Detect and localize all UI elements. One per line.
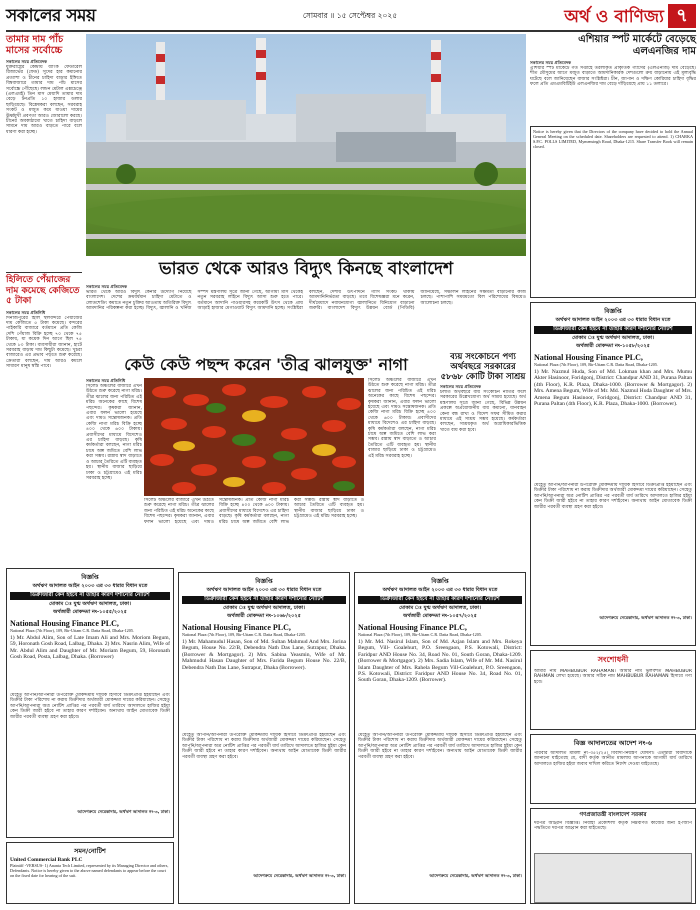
tax-body: চলতি অর্থবছরে ব্যয় সংকোচন নীতির ফলে সরকারের উল্লেখযোগ্য অর্থ সাশ্রয় হয়েছে। অর্থ মন্ত্রণালয় সূত্রে জানা গেছে, বিভিন্ন উন্নয়ন প্রকল্পে অপ্রয়োজনীয় ব্যয় কমানো, যানবাহন কেনা বন্ধ রাখা ও বিদেশ সফর সীমিত করার মাধ্যমে এই সাশ্রয় সম্ভব হয়েছে। কর্মকর্তারা বলছেন, সাশ্রয়কৃত অর্থ অগ্রাধিকারভিত্তিক খাতে ব্যয় করা হবে। [440,390,526,433]
left-divider [6,272,82,273]
mid2-notice-lender: National Housing Finance PLC, [358,623,467,632]
left-notice-decree: ডিক্রীজারী কেন হইবে না তাহার কারণ দর্শানোর নোটিশ [10,592,170,600]
left-notice-signature: আদেশক্রমে সেরেস্তাদার, অর্থঋণ আদালত নং-৩, ঢাকা। [77,809,170,814]
chili-body-cont: সিলেট অঞ্চলের বাজারে এখন উঠতে শুরু করেছে নাগা মরিচ। তীব্র ঝালের জন্য পরিচিত এই মরিচ অনেকের কাছে বিশেষ পছন্দের। কৃষকরা জানান, এবার ফলন ভালো হয়েছে এবং দামও সন্তোষজনক। প্রতি কেজি নাগা মরিচ বিক্রি হচ্ছে ৪০০ থেকে ৬০০ টাকায়। প্রবাসীদের মাধ্যমে বিদেশেও এর চাহিদা বাড়ছে। কৃষি কর্মকর্তারা বলছেন, নাগা মরিচ চাষে অল্প জমিতে বেশি লাভ করা সম্ভব। রান্নায় স্বাদ বাড়াতে ও আচার তৈরিতে এটি ব্যবহৃত হয়। স্থানীয় বাজার ছাড়িয়ে ঢাকা ও চট্টগ্রামেও এই মরিচ সরবরাহ হচ্ছে। [144,498,364,525]
right-notice-signature: আদেশক্রমে সেরেস্তাদার, অর্থঋণ আদালত নং-৩, ঢাকা। [599,615,692,620]
header-rule [6,30,696,32]
left-notice-label: বিজ্ঞপ্তি [81,574,99,581]
mid-notice-court: মোকাম ঃ যুগ্ম অর্থঋণ আদালত, ঢাকা। [223,605,305,611]
shamon-heading: সমন/নোটিশ [74,847,106,855]
main-headline: ভারত থেকে আরও বিদ্যুৎ কিনছে বাংলাদেশ [158,259,454,279]
right-notice-lender: National Housing Finance PLC, [534,353,643,362]
right-top-headline: এশিয়ার স্পট মার্কেটে বেড়েছে এলএনজির দাম [578,34,696,57]
chili-body: সিলেট অঞ্চলের বাজারে এখন উঠতে শুরু করেছে নাগা মরিচ। তীব্র ঝালের জন্য পরিচিত এই মরিচ অনেকের কাছে বিশেষ পছন্দের। কৃষকরা জানান, এবার ফলন ভালো হয়েছে এবং দামও সন্তোষজনক। প্রতি কেজি নাগা মরিচ বিক্রি হচ্ছে ৪০০ থেকে ৬০০ টাকায়। প্রবাসীদের মাধ্যমে বিদেশেও এর চাহিদা বাড়ছে। কৃষি কর্মকর্তারা বলছেন, নাগা মরিচ চাষে অল্প জমিতে বেশি লাভ করা সম্ভব। রান্নায় স্বাদ বাড়াতে ও আচার তৈরিতে এটি ব্যবহৃত হয়। স্থানীয় বাজার ছাড়িয়ে ঢাকা ও চট্টগ্রামেও এই মরিচ সরবরাহ হচ্ছে। [86,384,142,481]
chili-headline: কেউ কেউ পছন্দ করেন 'তীব্র ঝালযুক্ত' নাগা [124,355,408,374]
page-number: ৭ [668,4,696,28]
mid2-notice-decree: ডিক্রীজারী কেন হইবে না তাহার কারণ দর্শানোর নোটিশ [358,596,522,604]
left-mid-body: দিনাজপুরের হিলি স্থলবন্দরে পেঁয়াজের দাম কেজিতে ৫ টাকা কমেছে। বন্দরের পাইকারি বাজারে বর্তমানে প্রতি কেজি দেশি পেঁয়াজ বিক্রি হচ্ছে ৭০ থেকে ৭৫ টাকায়, যা কয়েক দিন আগে ছিল ৭৫ থেকে ৮০ টাকা। ব্যবসায়ীরা জানান, হাটে সরবরাহ বাড়ায় দাম কিছুটা কমেছে। খুচরা বাজারেও এর প্রভাব পড়তে শুরু করেছে। ক্রেতারা বলছেন, দাম আরও কমলে সাধারণ মানুষ স্বস্তি পাবে। [6,315,82,370]
tax-headline: ব্যয় সংকোচনে পণ্য অর্থবছরে সরকারের ৫৮৬৮ কোটি টাকা সাশ্রয় [440,352,526,382]
section-title: অর্থ ও বাণিজ্য [564,7,664,27]
masthead-name: সকালের সময় [6,6,96,26]
court-order-heading: বিজ্ঞ আদালতের আদেশ নং-৬ [573,739,653,747]
shamon-body: Plaintiff -VERSUS- 1) Ananta Tech Limited, represented by its Managing Director and others, Defendants. Notice is hereby given to the above named defendants to appear before the court on the fixed date for hearing of the suit. [10,863,169,878]
right-top-byline: সকালের সময় প্রতিবেদক [530,60,572,65]
mid-notice-artharin: অর্থঋণ আদালত আইন ২০০৩ এর ৩৩ ধারার বিধান মতে [206,587,322,593]
court-order-notice [530,734,696,804]
right-notice-label: বিজ্ঞপ্তি [604,308,622,315]
mid2-notice-label: বিজ্ঞপ্তি [431,578,449,585]
mid-notice-lender: National Housing Finance PLC, [182,623,291,632]
tender-notice [530,808,696,904]
company-notice-box [530,126,696,298]
shamon-lender: United Commercial Bank PLC [10,857,83,863]
mid2-notice-court: মোকাম ঃ যুগ্ম অর্থঋণ আদালত, ঢাকা। [399,605,481,611]
main-byline: সকালের সময় প্রতিবেদক [86,284,128,289]
power-plant-illustration [86,34,526,256]
left-decree-notice [6,568,174,838]
mid-notice-body: যেহেতু আপনি/আপনারা উপরোক্ত মোকদ্দমায় দায়িক হিসাবে ডিক্রীপ্রাপ্ত হইয়াছেন এবং ডিক্রীর টাকা পরিশোধ না করায় ডিক্রীদার অর্থজারী মোকদ্দমা দায়ের করিয়াছেন। সেহেতু আপনি/আপনারা অত্র নোটিশ প্রাপ্তির পর পরবর্তী ধার্য তারিখে আদালতে হাজির হইয়া কেন ডিক্রী জারী হইবে না তাহার কারণ দর্শাইবেন। অন্যথায় আইন মোতাবেক ডিক্রী জারীর পরবর্তী ব্যবস্থা গ্রহণ করা হইবে। [182,733,346,760]
left-top-headline: তামার দাম পাঁচ মাসের সর্বোচ্চে [6,34,64,56]
mid2-decree-notice [354,572,526,904]
correction-heading: সংশোধনী [597,655,629,664]
mid-decree-notice [178,572,350,904]
mid2-notice-signature: আদেশক্রমে সেরেস্তাদার, অর্থঋণ আদালত নং-৩, ঢাকা। [429,873,522,878]
mid-notice-decree: ডিক্রীজারী কেন হইবে না তাহার কারণ দর্শানোর নোটিশ [182,596,346,604]
tender-heading: গণপ্রজাতন্ত্রী বাংলাদেশ সরকার [579,812,647,818]
right-top-story [530,34,696,106]
mid2-notice-lender-address: National Plaza (7th Floor), 109, Bir-Uttam C.R. Datta Road, Dhaka-1205. [358,632,483,637]
right-decree-notice [530,302,696,646]
right-notice-court: মোকাম ঃ যুগ্ম অর্থঋণ আদালত, ঢাকা। [572,335,654,341]
chili-illustration [144,378,364,496]
tax-story [440,352,526,562]
mid2-notice-artharin: অর্থঋণ আদালত আইন ২০০৩ এর ৩৩ ধারার বিধান মতে [382,587,498,593]
right-notice-artharin: অর্থঋণ আদালত আইন ২০০৩ এর ৩৩ ধারার বিধান মতে [555,317,671,323]
tender-body: দরপত্র আহ্বান বিজ্ঞপ্তি। নির্বাহী প্রকৌশলী কর্তৃক নিম্নবর্ণিত কাজের জন্য ই-জিপি পদ্ধতিতে দরপত্র আহ্বান করা যাইতেছে। [534,821,692,832]
chili-body-side: সিলেট অঞ্চলের বাজারে এখন উঠতে শুরু করেছে নাগা মরিচ। তীব্র ঝালের জন্য পরিচিত এই মরিচ অনেকের কাছে বিশেষ পছন্দের। কৃষকরা জানান, এবার ফলন ভালো হয়েছে এবং দামও সন্তোষজনক। প্রতি কেজি নাগা মরিচ বিক্রি হচ্ছে ৪০০ থেকে ৬০০ টাকায়। প্রবাসীদের মাধ্যমে বিদেশেও এর চাহিদা বাড়ছে। কৃষি কর্মকর্তারা বলছেন, নাগা মরিচ চাষে অল্প জমিতে বেশি লাভ করা সম্ভব। রান্নায় স্বাদ বাড়াতে ও আচার তৈরিতে এটি ব্যবহৃত হয়। স্থানীয় বাজার ছাড়িয়ে ঢাকা ও চট্টগ্রামেও এই মরিচ সরবরাহ হচ্ছে। [368,378,436,459]
mid-notice-signature: আদেশক্রমে সেরেস্তাদার, অর্থঋণ আদালত নং-৩, ঢাকা। [253,873,346,878]
correction-notice [530,650,696,730]
right-notice-lender-address: National Plaza (7th Floor), 109, Bir-Uttam C.R. Datta Road, Dhaka-1205. [534,362,659,367]
left-notice-defendants: 1) Mr. Abdul Alim, Son of Late Imam Ali and Mrs. Moriom Begum, 59, Horonath Gosh Road, Lalbag, Dhaka. 2) Mrs. Nasrin Alim, Wife of Mr. Abdul Alim and Daughter of Mr. Moriam Begum, 59, Horonath Gosh Road, Posta, Lalbag, Dhaka. (Borrower) [10,635,170,661]
left-notice-body: যেহেতু আপনি/আপনারা উপরোক্ত মোকদ্দমায় দায়িক হিসাবে ডিক্রীপ্রাপ্ত হইয়াছেন এবং ডিক্রীর টাকা পরিশোধ না করায় ডিক্রীদার অর্থজারী মোকদ্দমা দায়ের করিয়াছেন। সেহেতু আপনি/আপনারা অত্র নোটিশ প্রাপ্তির পর পরবর্তী ধার্য তারিখে আদালতে হাজির হইয়া কেন ডিক্রী জারী হইবে না তাহার কারণ দর্শাইবেন। অন্যথায় আইন মোতাবেক ডিক্রী জারীর পরবর্তী ব্যবস্থা গ্রহণ করা হইবে। [10,693,170,720]
date-line: সোমবার ॥ ১৫ সেপ্টেম্বর ২০২৫ [302,11,398,20]
power-plant-photo [86,34,526,256]
left-top-body: যুক্তরাষ্ট্রের কেন্দ্রীয় ব্যাংক ফেডারেল রিজার্ভের (ফেড) সুদের হার কমানোর প্রত্যাশা ও চীনের চাহিদা বাড়ার ইঙ্গিতে বিশ্ববাজারে তামার দাম পাঁচ মাসের সর্বোচ্চে পৌঁছেছে। লন্ডন মেটাল এক্সচেঞ্জে (এলএমই) তিন মাস মেয়াদি তামার দাম বেড়ে টনপ্রতি ১০ হাজার ডলার ছাড়িয়েছে। বিশ্লেষকরা বলছেন, সরবরাহ সংকট ও মজুত কমে যাওয়া দামের ঊর্ধ্বমুখী প্রবণতা আরও জোরালো করছে। চীনের অবকাঠামো খাতে চাহিদা বাড়লে সামনে দাম আরও বাড়তে পারে বলে ধারণা করা হচ্ছে। [6,65,82,135]
tax-byline: সকালের সময় প্রতিবেদক [440,384,482,389]
mid2-notice-body: যেহেতু আপনি/আপনারা উপরোক্ত মোকদ্দমায় দায়িক হিসাবে ডিক্রীপ্রাপ্ত হইয়াছেন এবং ডিক্রীর টাকা পরিশোধ না করায় ডিক্রীদার অর্থজারী মোকদ্দমা দায়ের করিয়াছেন। সেহেতু আপনি/আপনারা অত্র নোটিশ প্রাপ্তির পর পরবর্তী ধার্য তারিখে আদালতে হাজির হইয়া কেন ডিক্রী জারী হইবে না তাহার কারণ দর্শাইবেন। অন্যথায় আইন মোতাবেক ডিক্রী জারীর পরবর্তী ব্যবস্থা গ্রহণ করা হইবে। [358,733,522,760]
mid2-notice-defendants: 1) Mr. Md. Nasirul Islam, Son of Md. Azjan Islam and Mrs. Rokeya Begum, Vill- Goalehurt, P.O. Sreengaon, P.S. Kotowali, District: Faridpur AND House No. 34, Road No. 01, South Goran, Dhaka-1209. (Borrower & Mortgagor). 2) Mrs. Sadia Islam, Wife of Mr. Md. Nasirul Islam Daughter of Mrs. Rahela Begum Vill-Goalehurt, P.O. Sreengaon, P.S. Kotowali, District: Faridpur AND House No. 34, Road No. 01, South Goran, Dhaka-1209. (Borrower). [358,639,522,684]
main-body: ভারত থেকে আরও বিদ্যুৎ কেনার উদ্যোগ নিয়েছে বাংলাদেশ। দেশের ক্রমবর্ধমান চাহিদা মেটাতে ও লোডশেডিং কমাতে নতুন চুক্তির আওতায় অতিরিক্ত বিদ্যুৎ আমদানির পরিকল্পনা করা হচ্ছে। বিদ্যুৎ, জ্বালানি ও খনিজ সম্পদ মন্ত্রণালয় সূত্রে জানা গেছে, আগামী মাস থেকেই নতুন সরবরাহ লাইনে বিদ্যুৎ আসা শুরু হতে পারে। বর্তমানে আদানি পাওয়ারসহ কয়েকটি উৎস থেকে প্রায় আড়াই হাজার মেগাওয়াট বিদ্যুৎ আমদানি হচ্ছে। সংশ্লিষ্টরা বলছেন, দেশীয় উৎপাদনে গ্যাস সংকট থাকায় আমদানিনির্ভরতা বাড়ছে। তবে বিশেষজ্ঞরা মনে করেন, দীর্ঘমেয়াদে নবায়নযোগ্য জ্বালানিতে বিনিয়োগ বাড়ানো জরুরি। বাংলাদেশ বিদ্যুৎ উন্নয়ন বোর্ড (পিডিবি) জানিয়েছে, সঞ্চালন লাইনের সক্ষমতা বাড়ানোর কাজ চলছে। পাশাপাশি সময়মতো বিল পরিশোধের বিষয়েও আলোচনা চলছে। [86,290,526,312]
left-top-story [6,34,82,277]
chili-byline: সকালের সময় প্রতিনিধি [86,378,126,383]
right-top-body: এশিয়ার স্পট মার্কেটে গত সপ্তাহে তরলীকৃত প্রাকৃতিক গ্যাসের (এলএনজি) দাম বেড়েছে। শীত মৌসুমের আগে মজুত বাড়াতে আমদানিকারক দেশগুলো ক্রয় বাড়ানোয় এই মূল্যবৃদ্ধি ঘটেছে বলে জানিয়েছেন বাজার সংশ্লিষ্টরা। চীন, জাপান ও দক্ষিণ কোরিয়ার চাহিদা বৃদ্ধির ফলে প্রতি এমএমবিটিইউ এলএনজির দাম বেড়ে দাঁড়িয়েছে প্রায় ১১ ডলারে। [530,66,696,88]
tender-table [534,853,692,903]
masthead [6,4,98,28]
left-mid-headline: হিলিতে পেঁয়াজের দাম কমেছে কেজিতে ৫ টাকা [6,275,80,306]
section-header [510,4,664,28]
mid-notice-label: বিজ্ঞপ্তি [255,578,273,585]
left-mid-byline: সকালের সময় প্রতিনিধি [6,309,46,315]
left-notice-case: অর্থজারী মোকদ্দমা নং-১০৫৫/২০২৫ [53,609,127,615]
shamon-notice [6,842,174,904]
right-notice-case: অর্থজারী মোকদ্দমা নং-১০৫৮/২০২৫ [576,343,650,349]
right-notice-defendants: 1) Mr. Nazmul Huda, Son of Md. Lokman khan and Mrs. Mumu Akter Hasinoor, Foridgonj, District: Chandpur AND 31, Purana Paltan (4th Floor), K.R. Plaza, Dhaka-1000. (Borrower & Mortgagor). 2) Mrs. Amena Begum, Wife of Mr. Md. Nazmul Huda Daughter of Mrs. Amena Begum Hasinoor, Foridgonj, District: Chandpur AND 31, Purana Paltan (4th Floor), K.R. Plaza, Dhaka-1000. (Borrower). [534,369,692,408]
right-notice-body: যেহেতু আপনি/আপনারা উপরোক্ত মোকদ্দমায় দায়িক হিসাবে ডিক্রীপ্রাপ্ত হইয়াছেন এবং ডিক্রীর টাকা পরিশোধ না করায় ডিক্রীদার অর্থজারী মোকদ্দমা দায়ের করিয়াছেন। সেহেতু আপনি/আপনারা অত্র নোটিশ প্রাপ্তির পর পরবর্তী ধার্য তারিখে আদালতে হাজির হইয়া কেন ডিক্রী জারী হইবে না তাহার কারণ দর্শাইবেন। অন্যথায় আইন মোতাবেক ডিক্রী জারীর পরবর্তী ব্যবস্থা গ্রহণ করা হইবে। [534,483,692,510]
left-notice-lender: National Housing Finance PLC, [10,619,119,628]
main-story [86,284,526,358]
chili-photo [144,378,364,496]
left-notice-artharin: অর্থঋণ আদালত আইন ২০০৩ এর ৩৩ ধারার বিধান মতে [32,583,148,589]
court-order-body: পরিবার আদালত মামলা নং-৩৫২/২৫। বিবাদী-নিয়ন্ত্রণ ঘোষণা। এতদ্বারা বিবাদীকে জানানো যাইতেছে যে, বাদী কর্তৃক আনীত মামলায় আপনাকে আগামী ধার্য তারিখে আদালতে হাজির হইয়া জবাব দাখিল করিতে নির্দেশ দেওয়া যাইতেছে। [534,751,692,767]
left-mid-story [6,275,82,536]
mid-notice-lender-address: National Plaza (7th Floor), 109, Bir-Uttam C.R. Datta Road, Dhaka-1205. [182,632,307,637]
chili-story [86,378,142,502]
mid-notice-case: অর্থজারী মোকদ্দমা নং-১০৬৮/২০২৫ [227,613,301,619]
company-notice-body: Notice is hereby given that the Directors of the company have decided to hold the Annual General Meeting on the scheduled date. Shareholders are requested to attend. 1) CHARKA S.P.C. POLLS LIMITED, Mymensingh Road, Dhaka-1215. Share Transfer Book will remain closed. [533,129,693,149]
left-notice-court: মোকাম ঃ যুগ্ম অর্থঋণ আদালত, ঢাকা। [49,601,131,607]
correction-body: আমার নাম MAHBUBUR RAHAMAN। আমার নাম ভুলবশত MAHBUBUR RAHMAN লেখা হয়েছে। আমার সঠিক নাম MAHBUBUR RAHAMAN হিসাবে গণ্য হবে। [534,669,692,685]
mid2-notice-case: অর্থজারী মোকদ্দমা নং-১০৫৭/২০২৫ [403,613,477,619]
left-top-byline: সকালের সময় প্রতিবেদক [6,59,48,64]
right-notice-decree: ডিক্রীজারী কেন হইবে না তাহার কারণ দর্শানোর নোটিশ [534,326,692,334]
mid-notice-defendants: 1) Mr. Mahamudul Hasan, Son of Md. Sultan Mahmud And Mrs. Jorina Begum, House No. 22/B, Debendra Nath Das Lane, Sutrapur, Dhaka. (Borrower & Mortgagor). 2) Mrs. Sabina Yeasmin, Wife of Mr. Mahmudul Hasan Daughter of Mrs. Farida Begum House No. 22/B, Debendra Nath Das Lane, Sutrapur, Dhaka (Borrower). [182,639,346,671]
left-notice-lender-address: National Plaza (7th Floor), 109, Bir-Uttam C.R. Datta Road, Dhaka-1205. [10,628,135,633]
